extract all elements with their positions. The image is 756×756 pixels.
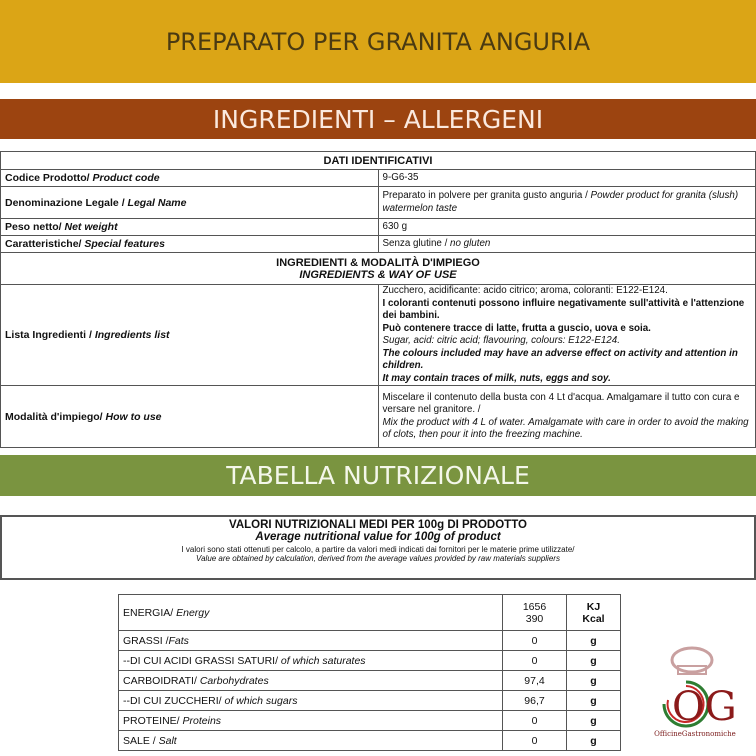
ingredient-line: Zucchero, acidificante: acido citrico; aroma, coloranti: E122-E124. [382, 285, 668, 296]
label-en: Net weight [61, 221, 118, 233]
nutrient-value: 96,7 [503, 691, 567, 711]
usage-line-it: Miscelare il contenuto della busta con 4 Lt d'acqua. Amalgamare il tutto con cura e versare nel granitore. / [382, 391, 740, 415]
logo-caption: OfficineGastronomiche [654, 730, 736, 738]
table-row [1, 219, 756, 236]
nutrient-name-en: Energy [173, 606, 210, 619]
row-value [378, 187, 756, 219]
nutrient-name-en: Carbohydrates [196, 674, 269, 687]
energy-kj: 1656 [522, 600, 547, 613]
row-label [1, 187, 379, 219]
row-label [1, 219, 379, 236]
label-en: Ingredients list [91, 329, 170, 341]
label-en: Special features [81, 238, 165, 250]
nutrient-name-it: --DI CUI ACIDI GRASSI SATURI/ [123, 654, 278, 667]
row-label [1, 386, 379, 448]
nutrient-name-en: of which sugars [221, 694, 298, 707]
usage-line-en: Mix the product with 4 L of water. Amalgamate with care in order to avoid the making of clots, then pour it into the freezing machine. [382, 416, 749, 440]
nutrient-unit: g [567, 691, 621, 711]
nutrient-name [119, 631, 503, 651]
nutrient-name-en: Proteins [179, 714, 222, 727]
unit-kj: KJ [586, 600, 601, 613]
unit-kcal: Kcal [582, 612, 605, 625]
nutrition-header-box [0, 515, 756, 580]
product-title [0, 0, 756, 83]
nutrient-name-en: of which saturates [278, 654, 366, 667]
row-label [1, 170, 379, 187]
nutrient-unit [567, 595, 621, 631]
label-it: Lista Ingredienti / [5, 329, 92, 341]
officine-gastronomiche-logo [642, 642, 742, 742]
identification-heading: DATI IDENTIFICATIVI [1, 152, 756, 170]
table-row [119, 631, 621, 651]
nutrient-value: 0 [503, 731, 567, 751]
label-it: Codice Prodotto/ [5, 172, 90, 184]
table-row [119, 711, 621, 731]
nutrient-value: 0 [503, 631, 567, 651]
nutrient-unit: g [567, 671, 621, 691]
nutrient-name-it: SALE / [123, 734, 156, 747]
ingredient-line: I coloranti contenuti possono influire negativamente sull'attività e l'attenzione dei bambini. [382, 297, 745, 321]
nutrient-value [503, 595, 567, 631]
row-label [1, 236, 379, 253]
nutrient-name [119, 651, 503, 671]
nutrition-title: VALORI NUTRIZIONALI MEDI PER 100g DI PRODOTTO [229, 519, 527, 531]
table-row [1, 386, 756, 448]
section-ingredients-text: INGREDIENTI – ALLERGENI [212, 104, 544, 134]
section-ingredients-allergens [0, 99, 756, 139]
row-value: 9-G6-35 [378, 170, 756, 187]
table-row [119, 651, 621, 671]
table-row [1, 236, 756, 253]
nutrition-note-en: Value are obtained by calculation, derived from the average values provided by raw materials suppliers [196, 554, 560, 563]
nutrient-name [119, 731, 503, 751]
value-it: Senza glutine / [382, 237, 448, 249]
nutrient-name [119, 711, 503, 731]
nutrition-subtitle: Average nutritional value for 100g of product [255, 531, 501, 543]
nutrient-name [119, 691, 503, 711]
table-row [1, 285, 756, 386]
section-nutrition-text: TABELLA NUTRIZIONALE [226, 461, 530, 490]
label-it: Modalità d'impiego/ [5, 410, 103, 423]
ingredient-line: The colours included may have an adverse effect on activity and attention in children. [382, 347, 738, 371]
ingredients-heading-en: INGREDIENTS & WAY OF USE [299, 268, 457, 281]
nutrient-name-it: GRASSI / [123, 634, 169, 647]
nutrient-name [119, 595, 503, 631]
energy-kcal: 390 [525, 612, 544, 625]
table-row [119, 595, 621, 631]
table-row [1, 187, 756, 219]
table-row [119, 731, 621, 751]
label-it: Denominazione Legale / [5, 196, 125, 209]
value-en: Powder product for granita (slush) watermelon taste [382, 190, 739, 214]
table-row [1, 170, 756, 187]
nutrition-table [118, 594, 621, 751]
usage-instructions [378, 386, 756, 448]
label-en: Product code [89, 172, 160, 184]
nutrient-name-it: PROTEINE/ [123, 714, 180, 727]
nutrient-name-en: Salt [155, 734, 177, 747]
section-nutrition [0, 455, 756, 496]
label-en: Legal Name [124, 196, 187, 209]
value-it: Preparato in polvere per granita gusto anguria / [382, 190, 588, 201]
nutrient-name-it: CARBOIDRATI/ [123, 674, 197, 687]
ingredients-heading [1, 253, 756, 285]
label-en: How to use [102, 410, 162, 423]
nutrient-name-it: ENERGIA/ [123, 606, 174, 619]
nutrient-value: 0 [503, 711, 567, 731]
nutrient-unit: g [567, 711, 621, 731]
nutrition-note-it: I valori sono stati ottenuti per calcolo, a partire da valori medi indicati dai fornitori per le materie prime utilizzate/ [181, 545, 575, 554]
table-row [119, 671, 621, 691]
identification-table [0, 151, 756, 448]
table-row [119, 691, 621, 711]
nutrient-name-it: --DI CUI ZUCCHERI/ [123, 694, 222, 707]
nutrient-unit: g [567, 651, 621, 671]
row-value [378, 236, 756, 253]
label-it: Peso netto/ [5, 221, 62, 233]
logo-monogram: OG [672, 684, 737, 730]
value-en: no gluten [447, 237, 491, 249]
ingredients-heading-it: INGREDIENTI & MODALITÀ D'IMPIEGO [276, 256, 480, 269]
ingredients-list [378, 285, 756, 386]
nutrient-value: 0 [503, 651, 567, 671]
nutrient-unit: g [567, 731, 621, 751]
product-title-text: PREPARATO PER GRANITA ANGURIA [165, 27, 591, 56]
nutrient-unit: g [567, 631, 621, 651]
nutrient-name [119, 671, 503, 691]
ingredient-line: Può contenere tracce di latte, frutta a guscio, uova e soia. [382, 322, 651, 334]
ingredient-line: Sugar, acid: citric acid; flavouring, colours: E122-E124. [382, 335, 620, 346]
nutrient-name-en: Fats [168, 634, 189, 647]
row-value: 630 g [378, 219, 756, 236]
label-it: Caratteristiche/ [5, 238, 82, 250]
row-label [1, 285, 379, 386]
ingredient-line: It may contain traces of milk, nuts, eggs and soy. [382, 372, 611, 384]
nutrient-value: 97,4 [503, 671, 567, 691]
